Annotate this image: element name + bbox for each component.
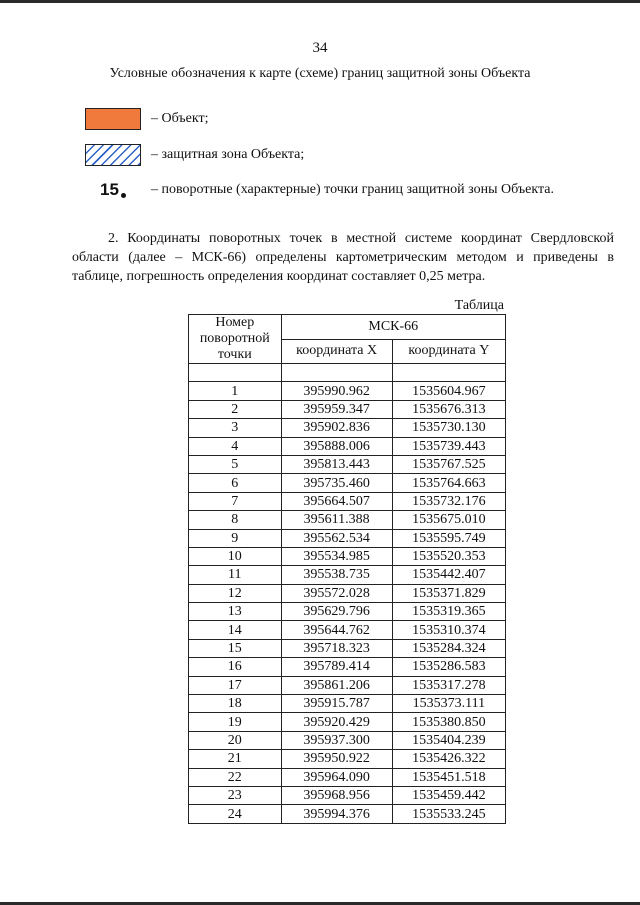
coordinate-y-cell: 1535442.407: [392, 566, 505, 584]
table-row: [189, 511, 506, 529]
table-row: [189, 529, 506, 547]
table-row: [189, 621, 506, 639]
coordinate-x-cell: 395572.028: [281, 584, 392, 602]
coordinate-x-cell: 395959.347: [281, 400, 392, 418]
coordinate-x-cell: 395718.323: [281, 639, 392, 657]
point-number-cell: 23: [189, 786, 282, 804]
object-swatch: [85, 108, 141, 130]
coordinate-y-cell: 1535767.525: [392, 455, 505, 473]
point-number-cell: 12: [189, 584, 282, 602]
coordinate-y-cell: 1535595.749: [392, 529, 505, 547]
table-row: [189, 768, 506, 786]
table-row: [189, 658, 506, 676]
coordinate-y-cell: 1535533.245: [392, 805, 505, 823]
header-separator-row: [189, 364, 506, 382]
legend-item-object: [85, 105, 208, 133]
turning-point-sample-number: 15: [100, 180, 119, 199]
table-row: [189, 492, 506, 510]
coordinates-table-body: [189, 364, 506, 824]
coordinate-x-cell: 395968.956: [281, 786, 392, 804]
point-number-cell: 13: [189, 603, 282, 621]
table-row: [189, 676, 506, 694]
coordinate-x-cell: 395902.836: [281, 419, 392, 437]
table-row: [189, 437, 506, 455]
coordinate-x-cell: 395534.985: [281, 547, 392, 565]
coordinate-x-cell: 395664.507: [281, 492, 392, 510]
coordinates-table: [188, 314, 506, 824]
point-number-cell: 14: [189, 621, 282, 639]
coordinate-y-cell: 1535286.583: [392, 658, 505, 676]
point-number-cell: 11: [189, 566, 282, 584]
coordinate-x-cell: 395937.300: [281, 731, 392, 749]
table-row: [189, 805, 506, 823]
coordinate-x-cell: 395915.787: [281, 695, 392, 713]
coordinate-y-cell: 1535284.324: [392, 639, 505, 657]
legend-label-zone: – защитная зона Объекта;: [151, 147, 305, 162]
point-number-cell: 21: [189, 750, 282, 768]
point-number-cell: 17: [189, 676, 282, 694]
table-row: [189, 713, 506, 731]
point-number-cell: 5: [189, 455, 282, 473]
point-number-cell: 2: [189, 400, 282, 418]
coordinate-x-cell: 395861.206: [281, 676, 392, 694]
coordinate-y-cell: 1535520.353: [392, 547, 505, 565]
table-row: [189, 731, 506, 749]
point-number-cell: 20: [189, 731, 282, 749]
coordinate-y-cell: 1535675.010: [392, 511, 505, 529]
coordinate-x-cell: 395964.090: [281, 768, 392, 786]
scan-top-edge: [0, 0, 640, 3]
legend-label-points: – поворотные (характерные) точки границ защитной зоны Объекта.: [151, 182, 554, 197]
point-number-cell: 10: [189, 547, 282, 565]
table-row: [189, 786, 506, 804]
table-row: [189, 419, 506, 437]
coordinate-y-cell: 1535371.829: [392, 584, 505, 602]
legend-title: Условные обозначения к карте (схеме) границ защитной зоны Объекта: [109, 66, 531, 81]
page-number: 34: [312, 40, 328, 56]
coordinate-x-cell: 395629.796: [281, 603, 392, 621]
point-number-cell: 3: [189, 419, 282, 437]
coordinate-y-cell: 1535426.322: [392, 750, 505, 768]
header-coordinate-x: координата X: [281, 339, 392, 364]
coordinate-x-cell: 395920.429: [281, 713, 392, 731]
point-number-cell: 4: [189, 437, 282, 455]
table-row: [189, 603, 506, 621]
coordinate-y-cell: 1535732.176: [392, 492, 505, 510]
header-coordinate-y: координата Y: [392, 339, 505, 364]
coordinate-x-cell: 395611.388: [281, 511, 392, 529]
point-number-cell: 22: [189, 768, 282, 786]
coordinate-x-cell: 395789.414: [281, 658, 392, 676]
table-row: [189, 547, 506, 565]
legend-item-zone: [85, 141, 304, 169]
table-row: [189, 382, 506, 400]
coordinate-y-cell: 1535451.518: [392, 768, 505, 786]
header-coordinate-system: МСК-66: [281, 315, 505, 340]
legend-label-object: – Объект;: [151, 111, 209, 126]
coordinate-y-cell: 1535380.850: [392, 713, 505, 731]
coordinate-x-cell: 395644.762: [281, 621, 392, 639]
point-number-cell: 1: [189, 382, 282, 400]
table-row: [189, 455, 506, 473]
point-number-cell: 9: [189, 529, 282, 547]
turning-point-dot-icon: [121, 193, 126, 198]
point-number-cell: 7: [189, 492, 282, 510]
coordinate-x-cell: 395888.006: [281, 437, 392, 455]
coordinate-y-cell: 1535317.278: [392, 676, 505, 694]
header-point-number: Номер поворотной точки: [189, 315, 282, 364]
coordinate-y-cell: 1535373.111: [392, 695, 505, 713]
coordinate-y-cell: 1535604.967: [392, 382, 505, 400]
table-row: [189, 474, 506, 492]
table-row: [189, 584, 506, 602]
table-row: [189, 400, 506, 418]
coordinate-y-cell: 1535730.130: [392, 419, 505, 437]
table-row: [189, 750, 506, 768]
point-number-cell: 8: [189, 511, 282, 529]
point-number-cell: 6: [189, 474, 282, 492]
table-caption: Таблица: [454, 298, 504, 313]
coordinate-x-cell: 395562.534: [281, 529, 392, 547]
table-row: [189, 695, 506, 713]
table-row: [189, 639, 506, 657]
point-number-cell: 16: [189, 658, 282, 676]
coordinate-x-cell: 395950.922: [281, 750, 392, 768]
coordinate-y-cell: 1535676.313: [392, 400, 505, 418]
point-number-cell: 18: [189, 695, 282, 713]
coordinate-y-cell: 1535310.374: [392, 621, 505, 639]
coordinate-y-cell: 1535404.239: [392, 731, 505, 749]
protective-zone-hatch-swatch: [85, 144, 141, 166]
coordinate-y-cell: 1535739.443: [392, 437, 505, 455]
coordinate-x-cell: 395538.735: [281, 566, 392, 584]
point-number-cell: 19: [189, 713, 282, 731]
legend-item-points: [85, 176, 554, 204]
turning-point-sample: [85, 180, 141, 200]
coordinate-x-cell: 395994.376: [281, 805, 392, 823]
table-row: [189, 566, 506, 584]
coordinate-x-cell: 395990.962: [281, 382, 392, 400]
coordinate-x-cell: 395813.443: [281, 455, 392, 473]
coordinate-x-cell: 395735.460: [281, 474, 392, 492]
coordinate-y-cell: 1535764.663: [392, 474, 505, 492]
coordinates-paragraph: 2. Координаты поворотных точек в местной системе координат Свердловской области (далее – МСК-66) определены картометрическим методом и приведены в таблице, погрешность определения координат составляет 0,25 метра.: [72, 231, 614, 284]
point-number-cell: 24: [189, 805, 282, 823]
coordinate-y-cell: 1535459.442: [392, 786, 505, 804]
point-number-cell: 15: [189, 639, 282, 657]
coordinate-y-cell: 1535319.365: [392, 603, 505, 621]
